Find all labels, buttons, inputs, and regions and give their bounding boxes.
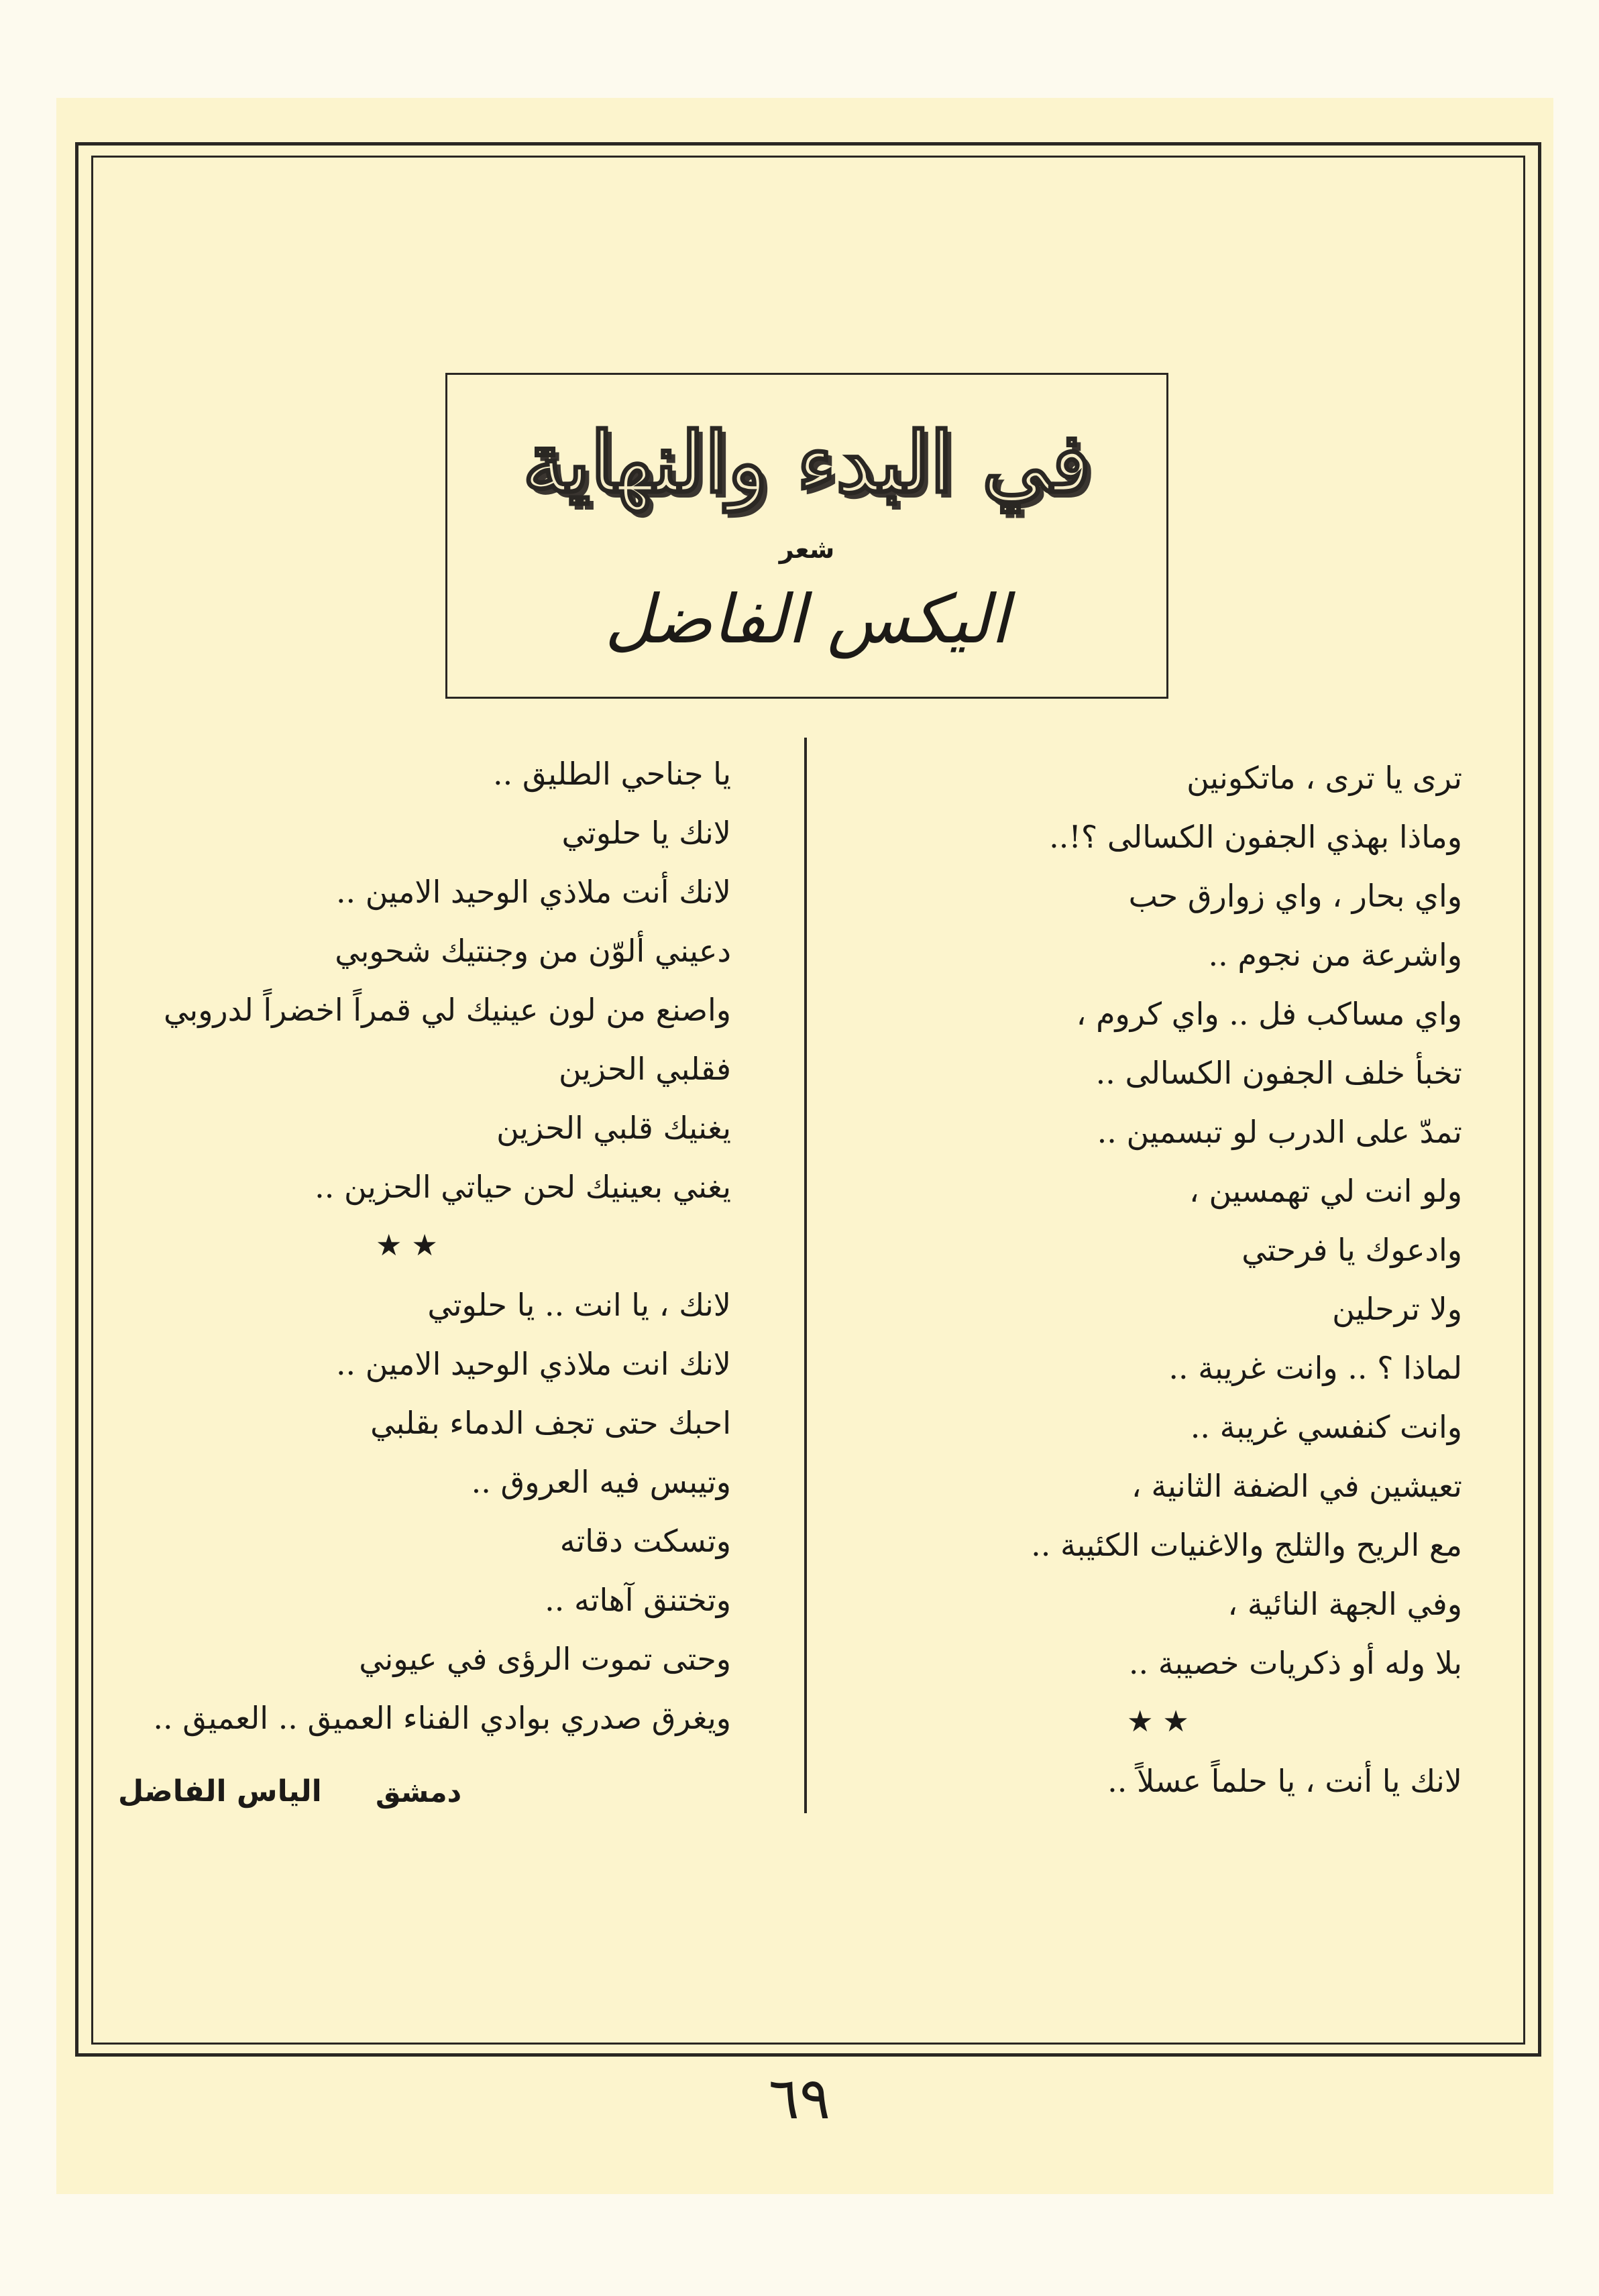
top-rule-outer <box>75 142 1541 146</box>
verse-line: لماذا ؟ .. وانت غريبة .. <box>1168 1350 1462 1386</box>
poem-title: في البدء والنهاية <box>522 414 1091 512</box>
bottom-rule-inner <box>91 2043 1525 2045</box>
verse-line: وتيبس فيه العروق .. <box>471 1464 731 1500</box>
verse-line: فقلبي الحزين <box>558 1051 731 1087</box>
verse-line: واشرعة من نجوم .. <box>1208 937 1462 973</box>
verse-line: تعيشين في الضفة الثانية ، <box>1131 1468 1462 1504</box>
page-number: ٦٩ <box>768 2065 831 2132</box>
verse-line: وماذا بهذي الجفون الكسالى ؟!.. <box>1049 819 1462 855</box>
verse-line: احبك حتى تجف الدماء بقلبي <box>370 1405 731 1441</box>
verse-line: واصنع من لون عينيك لي قمراً اخضراً لدروبي <box>164 992 731 1028</box>
verse-line: وادعوك يا فرحتي <box>1242 1232 1462 1268</box>
star-icon: ★ ★ <box>1127 1705 1189 1739</box>
signature-place: دمشق <box>376 1776 462 1809</box>
verse-line: وتختنق آهاته .. <box>545 1582 731 1618</box>
verse-line: مع الريح والثلج والاغنيات الكئيبة .. <box>1031 1527 1462 1563</box>
title-box <box>445 373 1168 699</box>
column-divider <box>804 738 807 1813</box>
stanza-break-stars <box>872 1692 1462 1752</box>
verse-line: يا جناحي الطليق .. <box>492 756 731 792</box>
poem-column-right <box>872 748 1462 1811</box>
verse-line: ولا ترحلين <box>1332 1291 1462 1327</box>
verse-line: وحتى تموت الرؤى في عيوني <box>359 1641 731 1677</box>
verse-line: ويغرق صدري بوادي الفناء العميق .. العميق .. <box>153 1700 731 1736</box>
signature-name: الياس الفاضل <box>118 1774 322 1809</box>
verse-line: وتسكت دقاته <box>559 1523 731 1559</box>
verse-line: تخبأ خلف الجفون الكسالى .. <box>1095 1055 1462 1091</box>
verse-line: وانت كنفسي غريبة .. <box>1190 1409 1462 1445</box>
verse-line: تمدّ على الدرب لو تبسمين .. <box>1097 1114 1462 1150</box>
verse-line: لانك يا حلوتي <box>561 815 731 851</box>
verse-line: لانك ، يا انت .. يا حلوتي <box>427 1287 731 1323</box>
verse-line: دعيني ألوّن من وجنتيك شحوبي <box>335 933 731 969</box>
verse-line: واي مساكب فل .. واي كروم ، <box>1076 996 1462 1032</box>
right-border-inner <box>1523 156 1525 2045</box>
verse-line: لانك يا أنت ، يا حلماً عسلاً .. <box>1107 1763 1462 1799</box>
left-border-inner <box>91 156 93 2045</box>
verse-line: ولو انت لي تهمسين ، <box>1189 1173 1462 1209</box>
verse-line: يغني بعينيك لحن حياتي الحزين .. <box>315 1169 731 1205</box>
right-border-outer <box>1538 142 1541 2057</box>
bottom-rule-outer <box>75 2053 1541 2057</box>
verse-line: ترى يا ترى ، ماتكونين <box>1187 760 1462 796</box>
left-border-outer <box>75 142 78 2057</box>
verse-line: لانك انت ملاذي الوحيد الامين .. <box>335 1346 731 1382</box>
stanza-break-stars <box>174 1216 731 1275</box>
star-icon: ★ ★ <box>376 1228 438 1263</box>
poem-column-left <box>153 744 731 1747</box>
verse-line: واي بحار ، واي زوارق حب <box>1128 878 1462 914</box>
verse-line: يغنيك قلبي الحزين <box>496 1110 731 1146</box>
genre-label: شعر <box>779 534 835 564</box>
verse-line: لانك أنت ملاذي الوحيد الامين .. <box>335 874 731 910</box>
verse-line: بلا وله أو ذكريات خصيبة .. <box>1128 1645 1462 1681</box>
verse-line: وفي الجهة النائية ، <box>1227 1586 1462 1622</box>
poet-name: اليكس الفاضل <box>604 580 1009 658</box>
top-rule-inner <box>91 156 1525 158</box>
